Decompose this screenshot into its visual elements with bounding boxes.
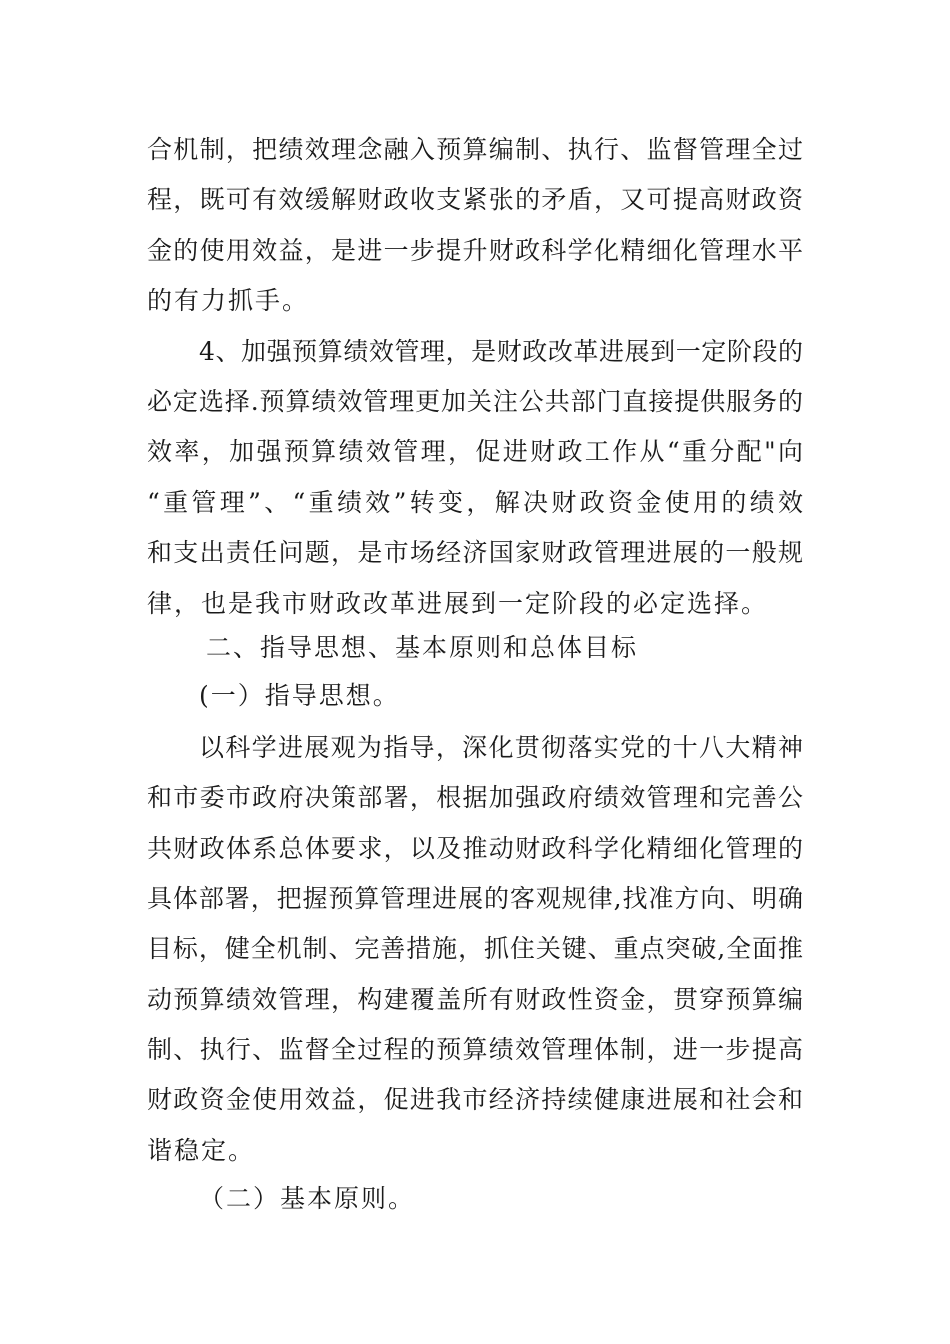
paragraph-line: 谐稳定。 [147, 1136, 256, 1165]
paragraph-line: 以科学进展观为指导，深化贯彻落实党的十八大精神 [199, 733, 803, 762]
paragraph-line: 合机制，把绩效理念融入预算编制、执行、监督管理全过 [147, 135, 803, 164]
paragraph-line: “重管理”、“重绩效”转变，解决财政资金使用的绩效 [147, 488, 803, 517]
paragraph-line: 和市委市政府决策部署，根据加强政府绩效管理和完善公 [147, 783, 803, 812]
paragraph-line: 动预算绩效管理，构建覆盖所有财政性资金，贯穿预算编 [147, 985, 803, 1014]
paragraph-line: 程，既可有效缓解财政收支紧张的矛盾，又可提高财政资 [147, 185, 803, 214]
subsection-heading: (一）指导思想。 [199, 681, 400, 710]
paragraph-line: 律，也是我市财政改革进展到一定阶段的必定选择。 [147, 589, 769, 618]
paragraph-line: 制、执行、监督全过程的预算绩效管理体制，进一步提高 [147, 1035, 803, 1064]
paragraph-line: 的有力抓手。 [147, 286, 310, 315]
paragraph-line: 和支出责任问题，是市场经济国家财政管理进展的一般规 [147, 538, 803, 567]
paragraph-line: 具体部署，把握预算管理进展的客观规律,找准方向、明确 [147, 884, 803, 913]
paragraph-line: 效率，加强预算绩效管理，促进财政工作从“重分配"向 [147, 437, 803, 466]
paragraph-line: 共财政体系总体要求，以及推动财政科学化精细化管理的 [147, 834, 803, 863]
paragraph-line: 4、加强预算绩效管理，是财政改革进展到一定阶段的 [199, 337, 803, 366]
paragraph-line: 金的使用效益，是进一步提升财政科学化精细化管理水平 [147, 236, 803, 265]
paragraph-line: 必定选择.预算绩效管理更加关注公共部门直接提供服务的 [147, 387, 803, 416]
subsection-heading: （二）基本原则。 [199, 1184, 416, 1213]
section-heading: 二、指导思想、基本原则和总体目标 [206, 633, 639, 662]
paragraph-line: 财政资金使用效益，促进我市经济持续健康进展和社会和 [147, 1085, 803, 1114]
paragraph-line: 目标，健全机制、完善措施，抓住关键、重点突破,全面推 [147, 934, 803, 963]
